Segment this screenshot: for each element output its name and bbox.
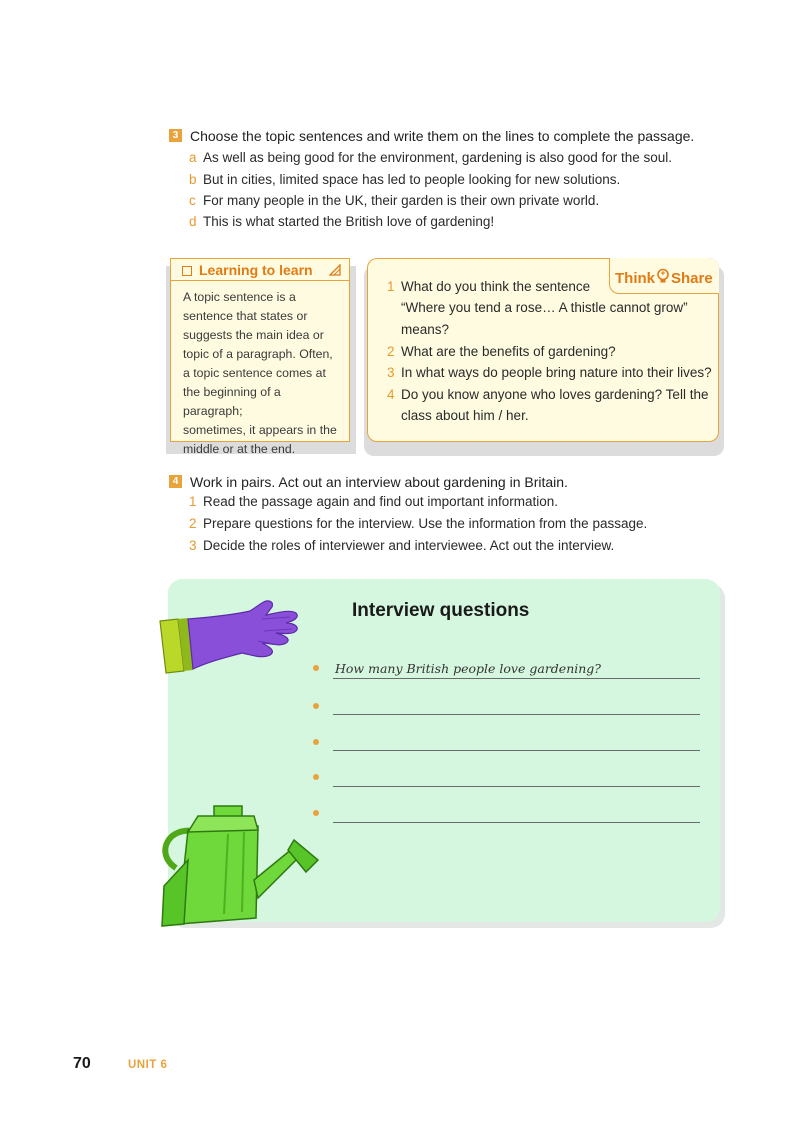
think-question-1: 1 What do you think the sentence — [387, 279, 591, 294]
learning-box-header — [171, 259, 349, 281]
learning-box-text: A topic sentence is a sentence that states or suggests the main idea or topic of a paragraph. Often, a topic sentence comes at the beginning of a paragraph; sometimes, it appears in the middle or at the end. — [183, 290, 337, 456]
think-question-2: 2 What are the benefits of gardening? — [387, 344, 616, 359]
watering-can-icon — [158, 800, 328, 946]
answer-line-5[interactable] — [333, 822, 700, 823]
answer-line-3[interactable] — [333, 750, 700, 751]
exercise-4-instruction: Work in pairs. Act out an interview about gardening in Britain. — [190, 474, 568, 490]
learning-to-learn-box — [170, 258, 350, 456]
checkbox-square-icon — [182, 266, 192, 276]
bullet-2 — [313, 703, 319, 709]
exercise-3-instruction: Choose the topic sentences and write them on the lines to complete the passage. — [190, 128, 695, 144]
bullet-1 — [313, 665, 319, 671]
option-d: d This is what started the British love of gardening! — [189, 214, 495, 229]
step-1: 1 Read the passage again and find out important information. — [189, 494, 558, 509]
unit-label: UNIT 6 — [128, 1059, 168, 1071]
option-a: a As well as being good for the environment, gardening is also good for the soul. — [189, 150, 673, 165]
bullet-4 — [313, 774, 319, 780]
exercise-3-number: 3 — [169, 129, 182, 142]
bullet-3 — [313, 739, 319, 745]
think-share-label: Think Share — [615, 270, 713, 287]
think-question-4-line-2: class about him / her. — [401, 408, 529, 423]
think-question-3: 3 In what ways do people bring nature into their lives? — [387, 365, 712, 380]
example-answer: How many British people love gardening? — [335, 661, 601, 676]
interview-title: Interview questions — [352, 600, 530, 621]
learning-box-title: Learning to learn — [199, 262, 313, 278]
option-b: b But in cities, limited space has led to people looking for new solutions. — [189, 172, 621, 187]
step-2: 2 Prepare questions for the interview. Use the information from the passage. — [189, 516, 648, 531]
think-question-1-line-3: means? — [401, 322, 450, 337]
answer-line-4[interactable] — [333, 786, 700, 787]
gardening-glove-icon — [158, 597, 304, 675]
option-c: c For many people in the UK, their garden is their own private world. — [189, 193, 600, 208]
exercise-4-number: 4 — [169, 475, 182, 488]
page-number: 70 — [73, 1055, 91, 1072]
think-question-4: 4 Do you know anyone who loves gardening? Tell the — [387, 387, 709, 402]
think-question-1-line-2: “Where you tend a rose… A thistle cannot grow” — [401, 300, 688, 315]
lightbulb-icon — [656, 268, 670, 285]
answer-line-2[interactable] — [333, 714, 700, 715]
step-3: 3 Decide the roles of interviewer and interviewee. Act out the interview. — [189, 538, 615, 553]
triangle-ruler-icon — [329, 264, 341, 276]
answer-line-1[interactable] — [333, 678, 700, 679]
